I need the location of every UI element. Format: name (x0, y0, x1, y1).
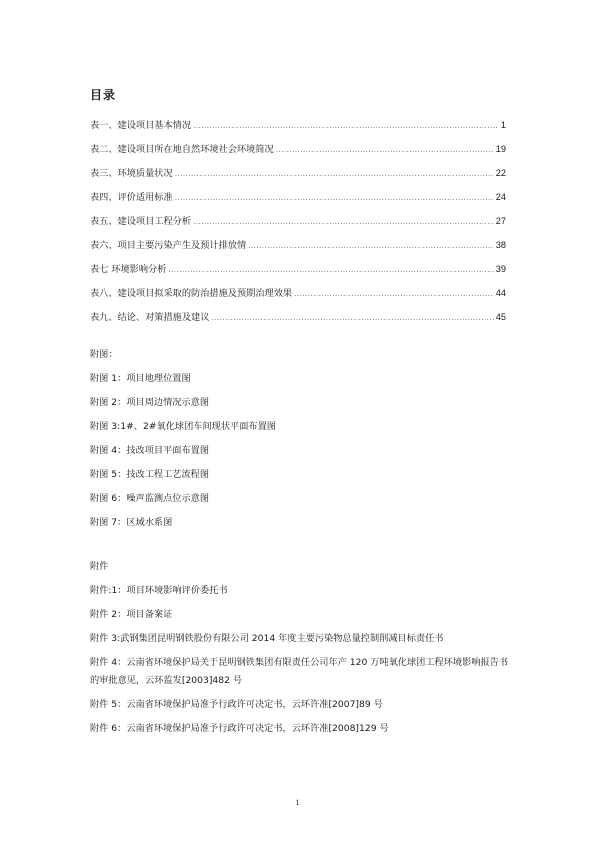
toc-entry[interactable] (90, 261, 506, 285)
toc-entry-label: 表四、评价适用标准 (90, 192, 173, 203)
toc-entry[interactable] (90, 117, 506, 141)
toc-entry[interactable] (90, 189, 506, 213)
figure-item: 附图 7：区域水系图 (90, 517, 173, 528)
toc-entry-page: 39 (495, 264, 506, 274)
toc-leader-dots (168, 266, 493, 274)
toc-entry-label: 表六、项目主要污染产生及预计排放情 (90, 240, 247, 251)
toc-entry-label: 表五、建设项目工程分析 (90, 216, 192, 227)
toc-entry-label: 表一、建设项目基本情况 (90, 120, 192, 131)
toc-entry-page: 38 (495, 240, 506, 250)
attachment-item: 附件 2：项目备案证 (90, 609, 173, 620)
toc-list (90, 117, 506, 333)
toc-entry-page: 22 (495, 168, 506, 178)
toc-entry-label: 表二、建设项目所在地自然环境社会环境简况 (90, 144, 274, 155)
figure-item: 附图 6：噪声监测点位示意图 (90, 493, 210, 504)
toc-entry[interactable] (90, 285, 506, 309)
attachment-item: 附件 5：云南省环境保护局准予行政许可决定书，云环许准[2007]89 号 (90, 699, 383, 710)
toc-entry-label: 表九、结论、对策措施及建议 (90, 312, 210, 323)
toc-leader-dots (276, 146, 494, 154)
toc-leader-dots (175, 194, 494, 202)
toc-leader-dots (211, 314, 493, 322)
toc-leader-dots (294, 290, 494, 298)
figure-item: 附图 1：项目地理位置图 (90, 373, 191, 384)
figure-item: 附图 2：项目周边情况示意图 (90, 397, 210, 408)
page-number: 1 (295, 798, 300, 807)
toc-entry-page: 1 (500, 120, 506, 130)
toc-leader-dots (193, 122, 499, 130)
toc-entry-page: 27 (495, 216, 506, 226)
toc-entry[interactable] (90, 141, 506, 165)
toc-entry-label: 表三、环境质量状况 (90, 168, 173, 179)
figures-section (90, 343, 510, 535)
toc-entry-page: 44 (495, 288, 506, 298)
attachment-item: 附件 4：云南省环境保护局关于昆明钢铁集团有限责任公司年产 120 万吨氧化球团工程环境影响报告书的审批意见，云环监发[2003]482 号 (90, 657, 509, 686)
attachment-item: 附件 3:武钢集团昆明钢铁股份有限公司 2014 年度主要污染物总量控制削减目标责任书 (90, 633, 444, 644)
toc-leader-dots (175, 170, 494, 178)
toc-title: 目录 (90, 88, 117, 102)
toc-entry-label: 表八、建设项目拟采取的防治措施及预期治理效果 (90, 288, 293, 299)
toc-entry-label: 表七 环境影响分析 (90, 264, 167, 275)
figure-item: 附图 5：技改工程工艺流程图 (90, 469, 210, 480)
attachment-item: 附件 6：云南省环境保护局准予行政许可决定书，云环许准[2008]129 号 (90, 723, 389, 734)
toc-entry[interactable] (90, 165, 506, 189)
toc-entry[interactable] (90, 213, 506, 237)
toc-entry-page: 45 (495, 312, 506, 322)
figures-heading: 附图： (90, 349, 118, 360)
toc-entry[interactable] (90, 237, 506, 261)
toc-entry-page: 24 (495, 192, 506, 202)
toc-leader-dots (248, 242, 494, 250)
attachments-section (90, 555, 510, 741)
figure-item: 附图 3:1#、2#氧化球团车间现状平面布置图 (90, 421, 276, 432)
attachment-item: 附件:1：项目环境影响评价委托书 (90, 585, 228, 596)
figure-item: 附图 4：技改项目平面布置图 (90, 445, 210, 456)
toc-entry[interactable] (90, 309, 506, 333)
attachments-heading: 附件 (90, 561, 109, 572)
toc-entry-page: 19 (495, 144, 506, 154)
toc-leader-dots (193, 218, 494, 226)
